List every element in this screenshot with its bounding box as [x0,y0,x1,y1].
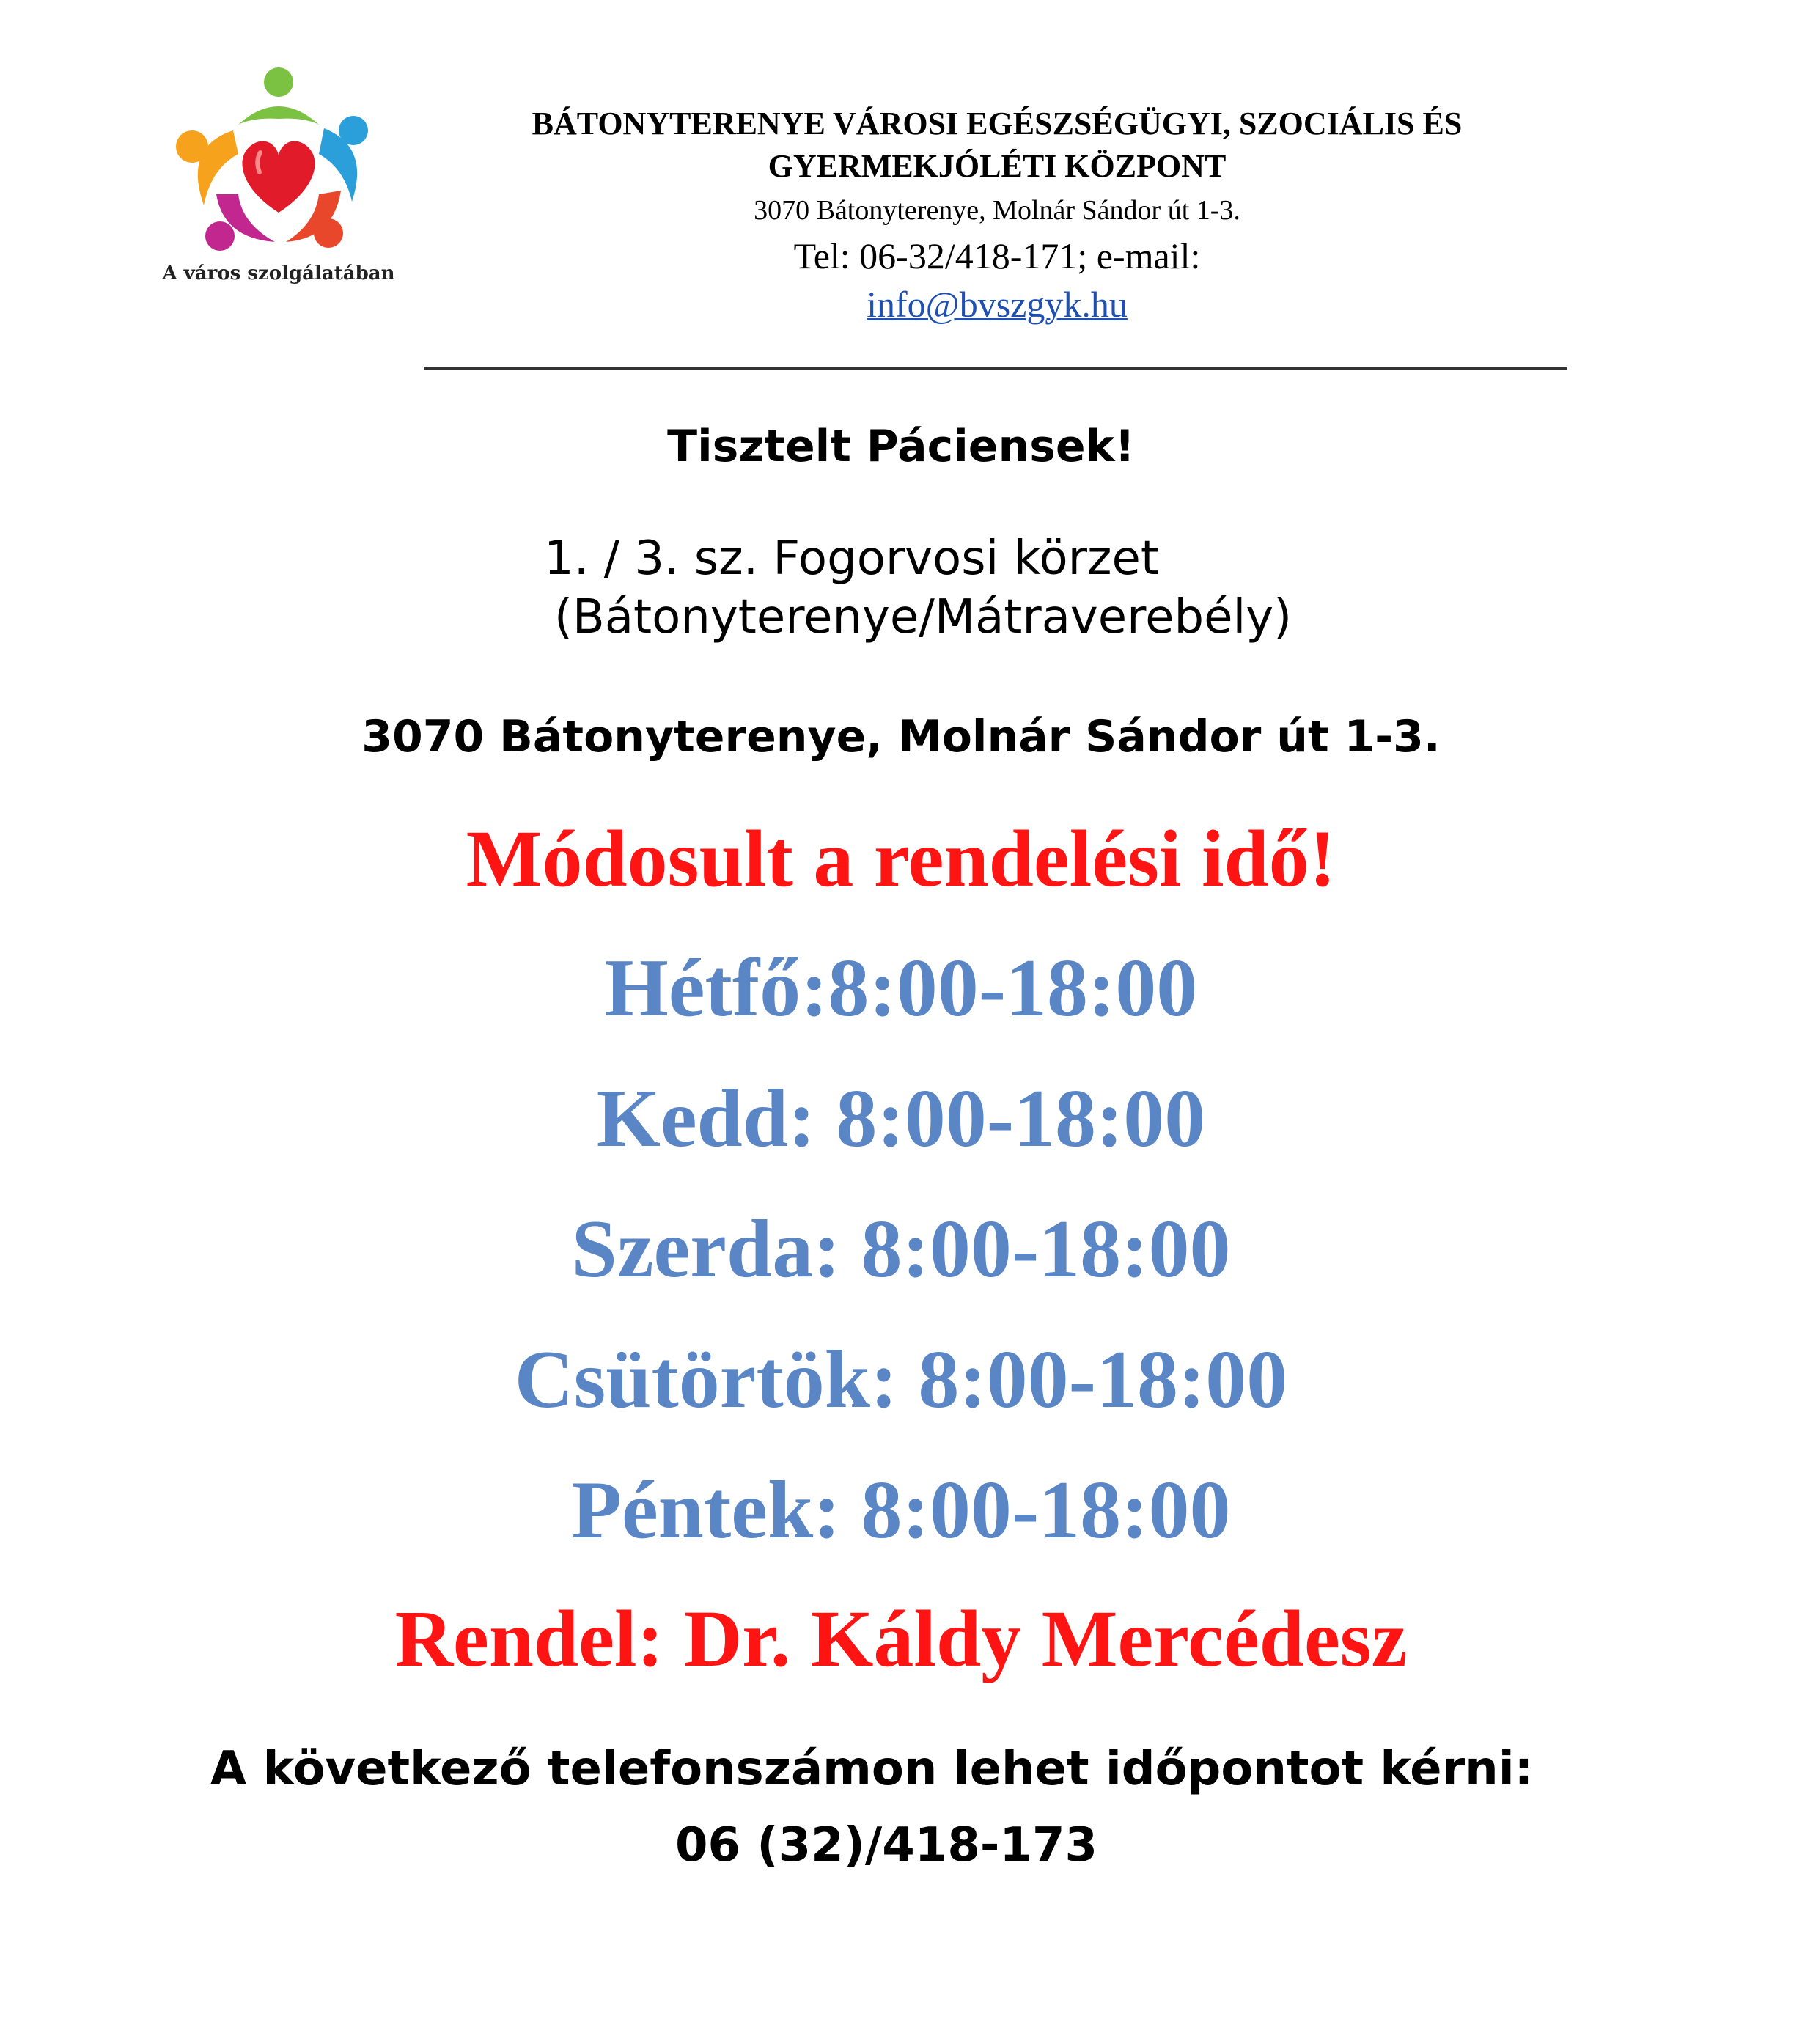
hours-friday: Péntek: 8:00-18:00 [571,1465,1231,1556]
appointment-phone-intro: A következő telefonszámon lehet időpontot kérni: [210,1742,1534,1796]
greeting: Tisztelt Páciensek! [667,421,1135,472]
organization-address: 3070 Bátonyterenye, Molnár Sándor út 1-3. [754,195,1240,226]
hours-monday: Hétfő:8:00-18:00 [604,943,1198,1034]
organization-logo [147,66,411,315]
logo-caption: A város szolgálatában [162,262,395,284]
organization-email-link[interactable]: info@bvszgyk.hu [867,284,1128,325]
organization-name-line1: BÁTONYTERENYE VÁROSI EGÉSZSÉGÜGYI, SZOCIÁLIS ÉS [532,106,1463,141]
district-number: 1. / 3. sz. Fogorvosi körzet [544,532,1159,586]
attending-doctor: Rendel: Dr. Káldy Mercédesz [394,1594,1408,1683]
district-towns: (Bátonyterenye/Mátraverebély) [554,590,1292,644]
header-divider [424,367,1567,370]
hours-wednesday: Szerda: 8:00-18:00 [571,1204,1231,1295]
organization-phone: Tel: 06-32/418-171; e-mail: [793,235,1201,276]
organization-header [425,103,1569,328]
hours-thursday: Csütörtök: 8:00-18:00 [514,1334,1288,1425]
hours-tuesday: Kedd: 8:00-18:00 [596,1073,1206,1164]
clinic-address: 3070 Bátonyterenye, Molnár Sándor út 1-3. [361,711,1441,762]
organization-name-line2: GYERMEKJÓLÉTI KÖZPONT [768,148,1227,184]
appointment-phone-number: 06 (32)/418-173 [674,1818,1098,1872]
dental-district [0,529,1802,647]
people-circle-heart-logo-icon [169,66,389,264]
schedule-change-notice: Módosult a rendelési idő! [466,814,1336,903]
